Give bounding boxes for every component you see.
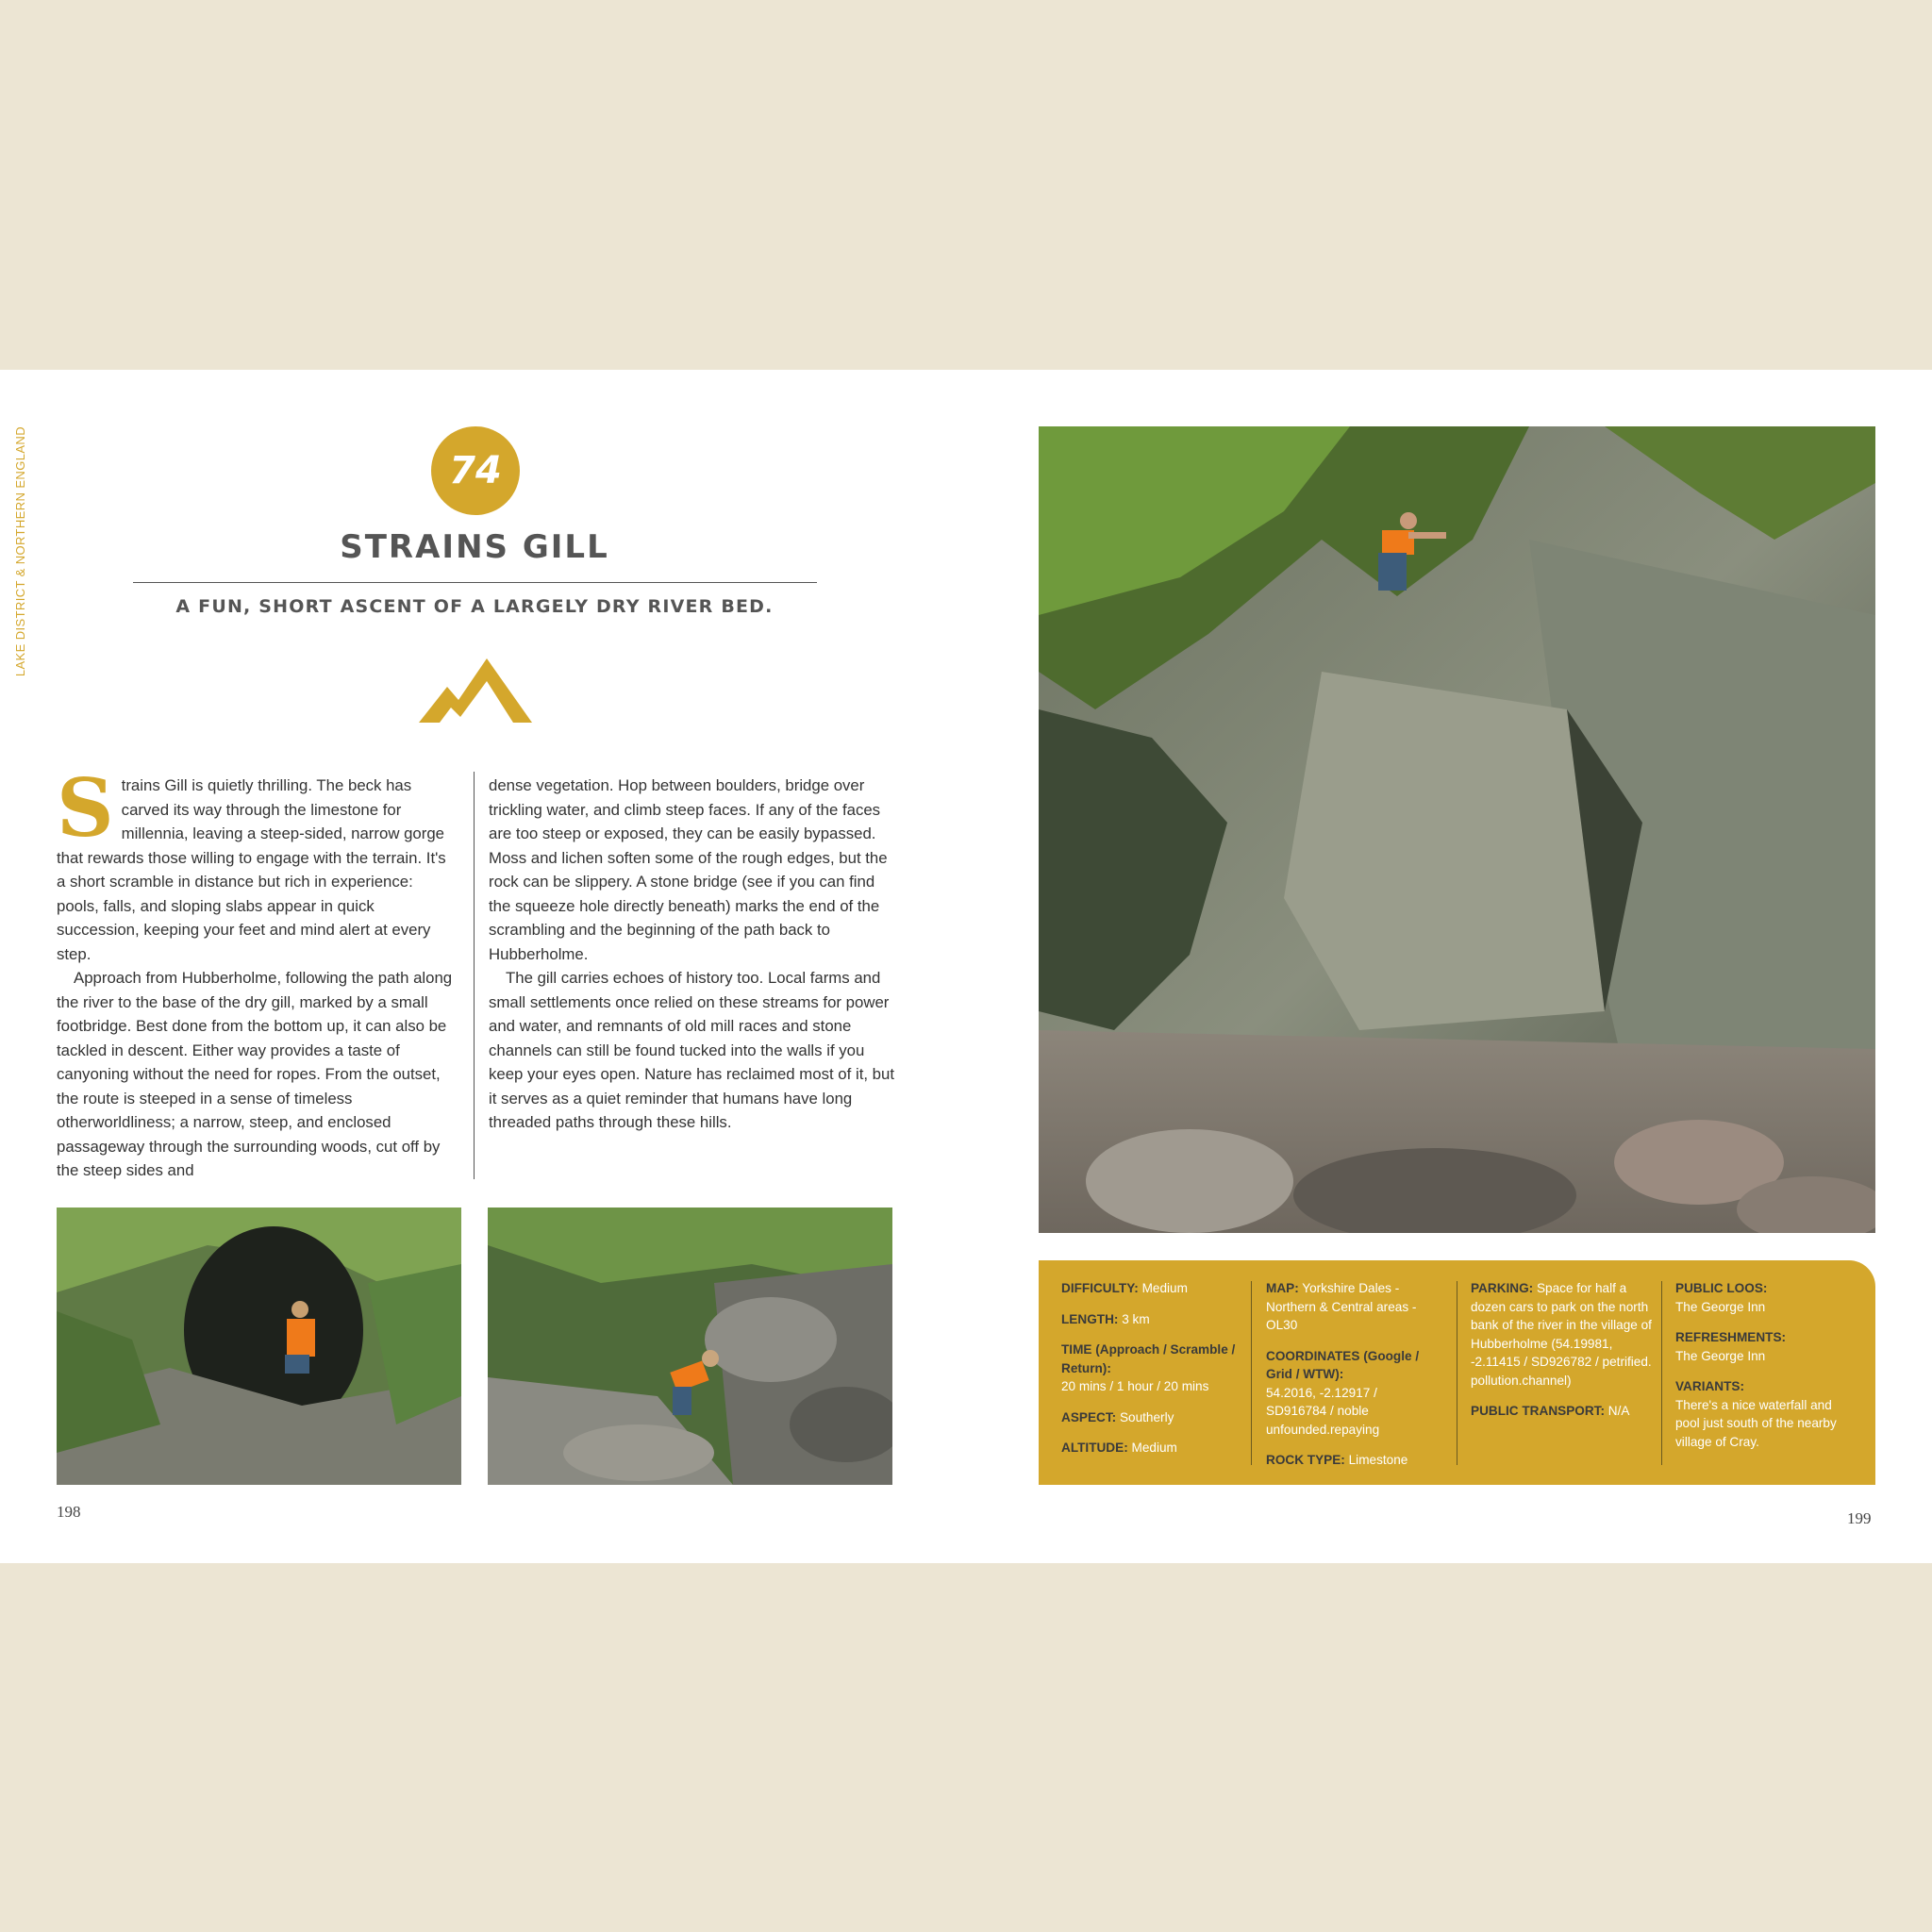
info-column-2 bbox=[1266, 1279, 1426, 1482]
info-altitude: ALTITUDE: Medium bbox=[1061, 1441, 1177, 1455]
info-difficulty: DIFFICULTY: Medium bbox=[1061, 1281, 1188, 1295]
paragraph-2-continued: dense vegetation. Hop between boulders, bridge over trickling water, and climb steep faces. If any of the faces are too steep or exposed, they can be easily bypassed. Moss and lichen soften some of the rough edges, but the rock can be slippery. A stone bridge (see if you can find the squeeze hole directly beneath) marks the end of the scrambling and the beginning of the path back to Hubberholme. bbox=[489, 776, 888, 963]
info-refreshments: REFRESHMENTS: The George Inn bbox=[1675, 1330, 1787, 1363]
boulder-climb-photo bbox=[488, 1208, 892, 1485]
info-length: LENGTH: 3 km bbox=[1061, 1311, 1150, 1326]
info-aspect: ASPECT: Southerly bbox=[1061, 1409, 1174, 1424]
info-divider bbox=[1661, 1281, 1662, 1465]
page-title: STRAINS GILL bbox=[340, 528, 609, 566]
body-column-left bbox=[57, 761, 457, 1183]
paragraph-3: The gill carries echoes of history too. Local farms and small settlements once relied on these streams for power and water, and remnants of old mill races and stone channels can still be found tucked into the walls if you keep your eyes open. Nature has reclaimed most of it, but it serves as a quiet reminder that humans have long threaded paths through these hills. bbox=[489, 969, 895, 1131]
info-column-4 bbox=[1675, 1279, 1855, 1463]
route-info-panel bbox=[1039, 1260, 1875, 1485]
gorge-photo bbox=[1039, 426, 1875, 1233]
section-side-label: LAKE DISTRICT & NORTHERN ENGLAND bbox=[13, 426, 27, 677]
info-column-1 bbox=[1061, 1279, 1241, 1470]
mountain-icon bbox=[419, 658, 532, 723]
info-column-3 bbox=[1471, 1279, 1652, 1433]
cave-entrance-photo bbox=[57, 1208, 461, 1485]
route-number-badge: 74 bbox=[431, 426, 520, 515]
info-map: MAP: Yorkshire Dales - Northern & Central areas - OL30 bbox=[1266, 1281, 1417, 1332]
info-variants: VARIANTS: There's a nice waterfall and pool just south of the nearby village of Cray. bbox=[1675, 1379, 1837, 1449]
info-public-transport: PUBLIC TRANSPORT: N/A bbox=[1471, 1404, 1630, 1418]
body-column-right bbox=[489, 774, 894, 1135]
column-divider bbox=[474, 772, 475, 1179]
paragraph-2: Approach from Hubberholme, following the path along the river to the base of the dry gill, marked by a small footbridge. Best done from the bottom up, it can also be tackled in descent. Either way provides a taste of canyoning without the need for ropes. From the outset, the route is steeped in a sense of timeless otherworldliness; a narrow, steep, and enclosed passageway through the surrounding woods, cut off by the steep sides and bbox=[57, 969, 453, 1179]
info-divider bbox=[1251, 1281, 1252, 1465]
page-number-right: 199 bbox=[1847, 1509, 1872, 1527]
paragraph-1: Strains Gill is quietly thrilling. The beck has carved its way through the limestone for millennia, leaving a steep-sided, narrow gorge that rewards those willing to engage with the terrain. It's a short scramble in distance but rich in experience: pools, falls, and sloping slabs appear in quick succession, keeping your feet and mind alert at every step. bbox=[57, 761, 446, 963]
info-time: TIME (Approach / Scramble / Return): 20 mins / 1 hour / 20 mins bbox=[1061, 1342, 1236, 1393]
page-number-left: 198 bbox=[57, 1503, 81, 1521]
info-coordinates: COORDINATES (Google / Grid / WTW): 54.2016, -2.12917 / SD916784 / noble unfounded.repaying bbox=[1266, 1348, 1420, 1437]
page-subtitle: A FUN, SHORT ASCENT OF A LARGELY DRY RIVER BED. bbox=[175, 596, 774, 617]
title-divider bbox=[133, 582, 817, 583]
info-parking: PARKING: Space for half a dozen cars to park on the north bank of the river in the village of Hubberholme (54.19981, -2.11415 / SD926782 / petrified. pollution.channel) bbox=[1471, 1281, 1652, 1388]
info-rock-type: ROCK TYPE: Limestone bbox=[1266, 1453, 1408, 1467]
info-public-loos: PUBLIC LOOS: The George Inn bbox=[1675, 1281, 1768, 1314]
drop-cap: S bbox=[57, 761, 114, 855]
